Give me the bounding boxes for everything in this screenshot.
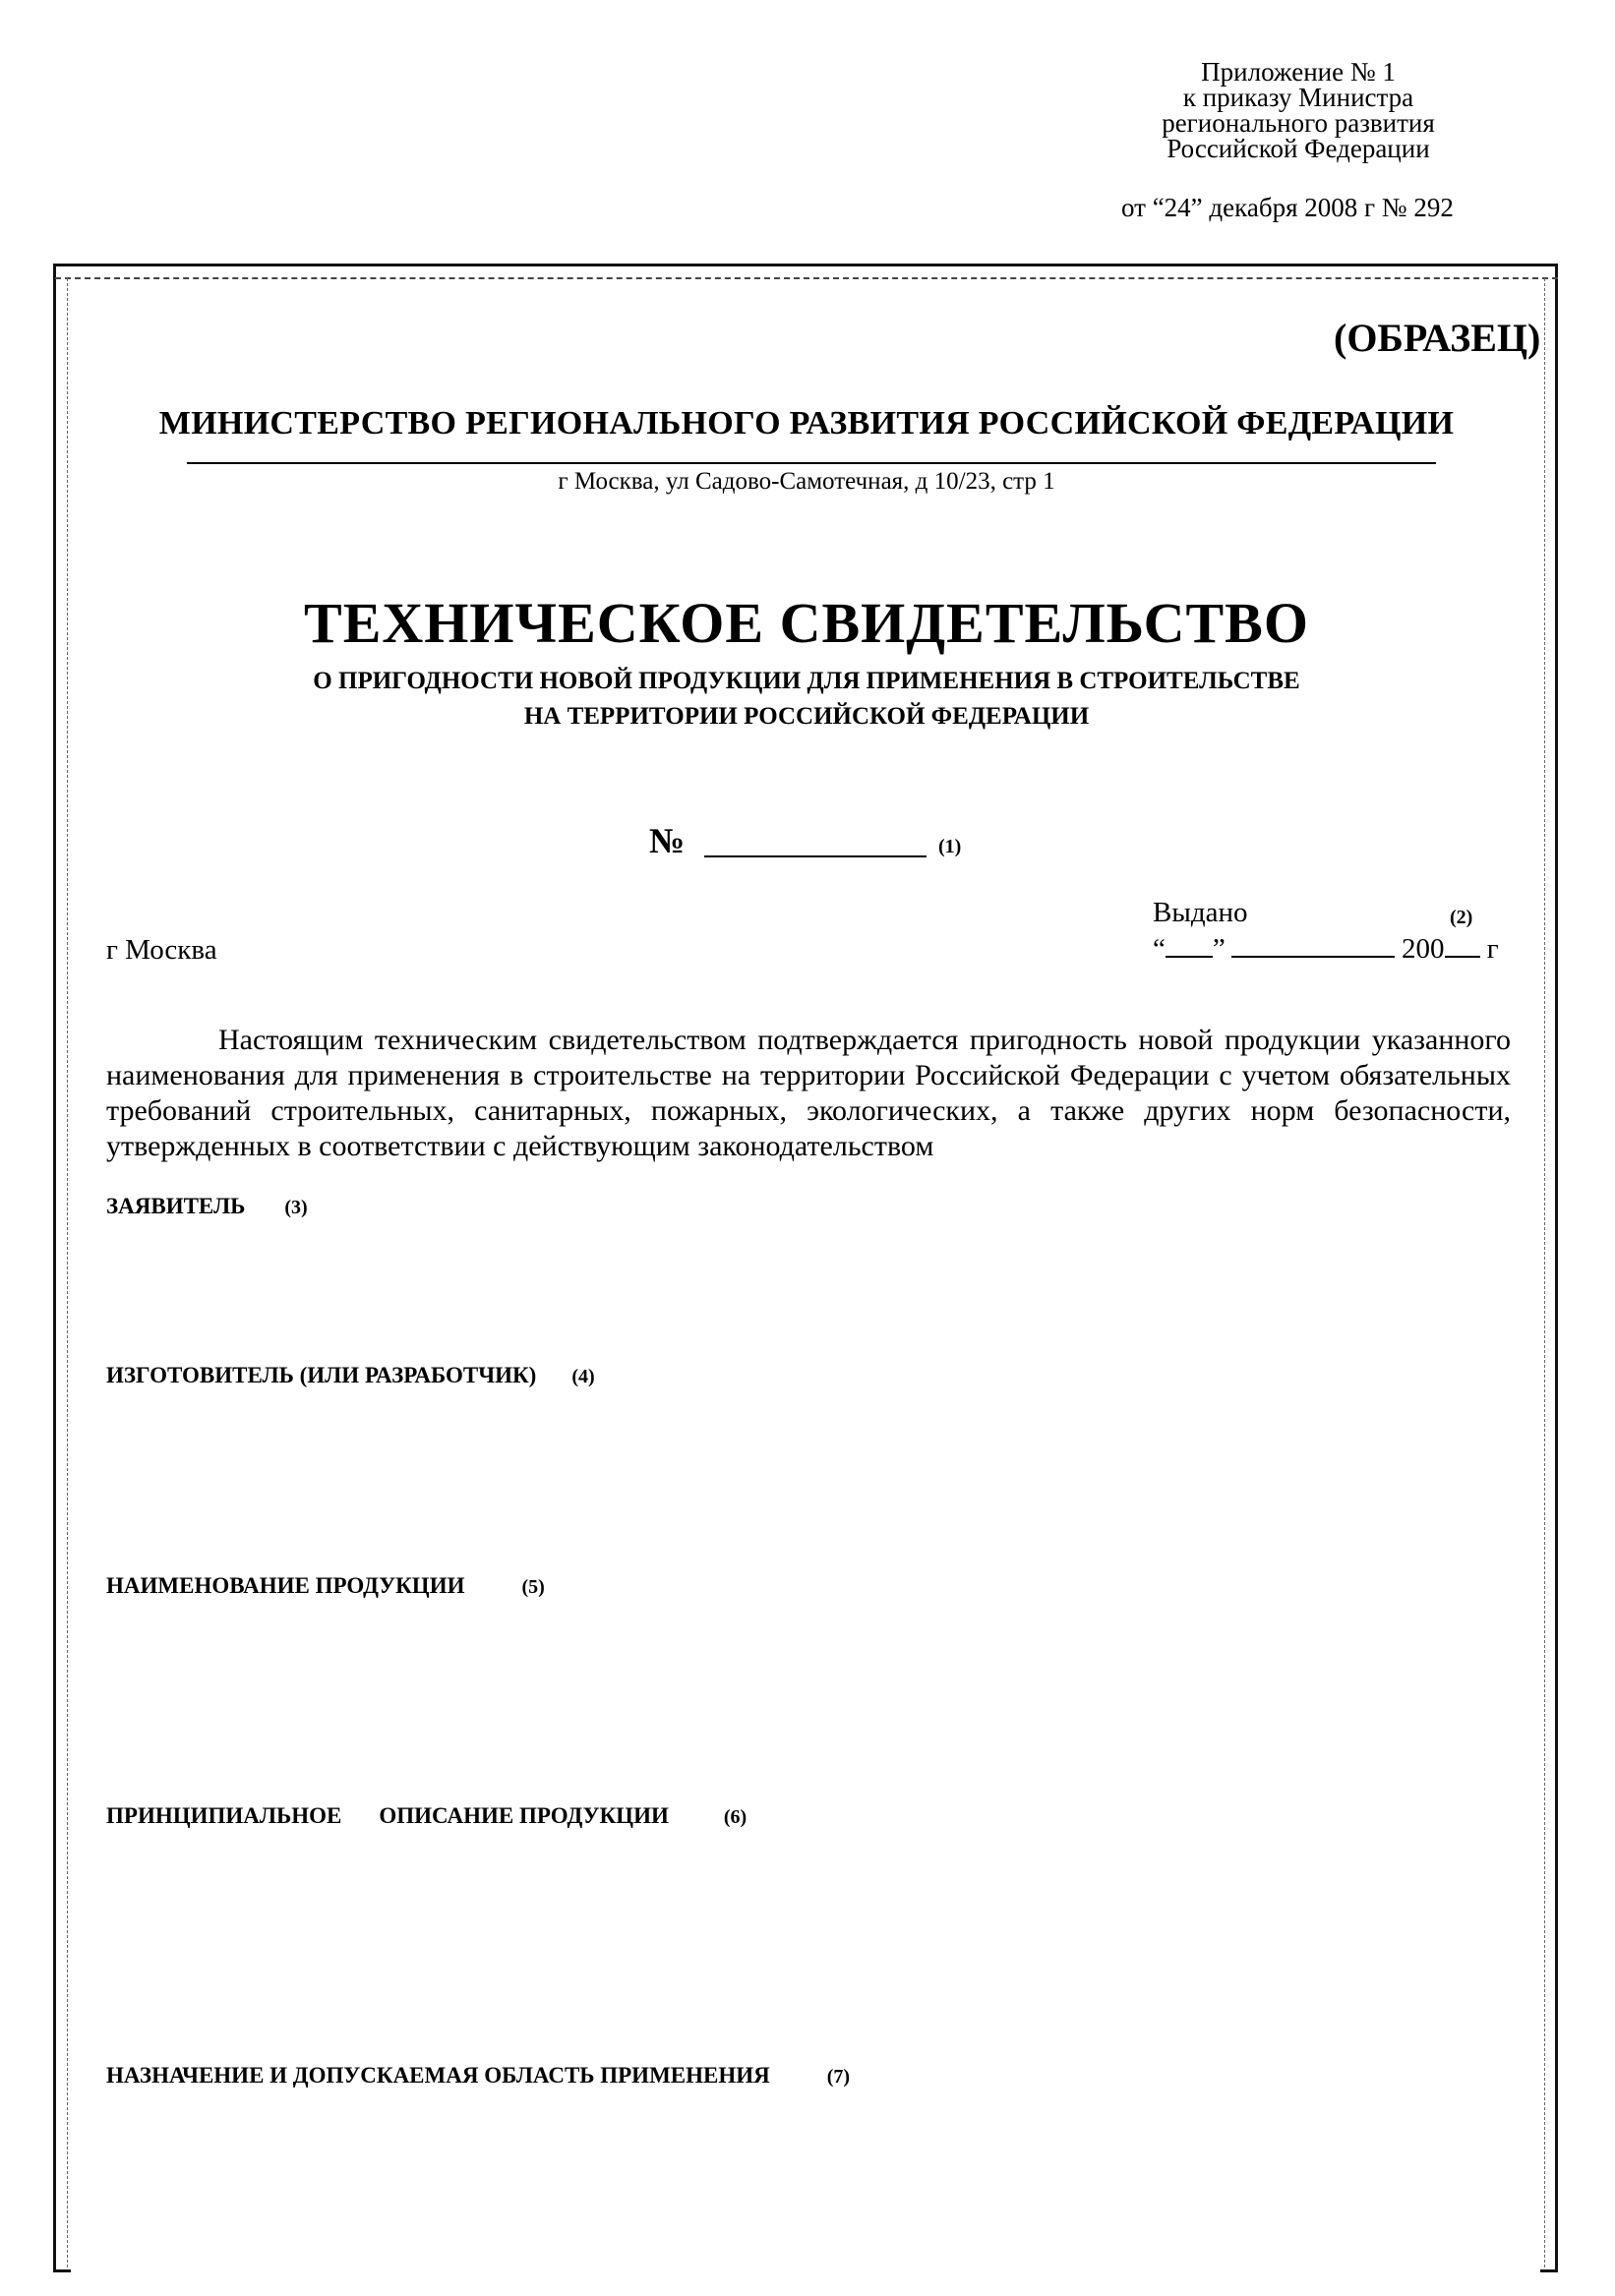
section-manufacturer-label: ИЗГОТОВИТЕЛЬ (ИЛИ РАЗРАБОТЧИК): [106, 1363, 537, 1387]
certificate-statement: Настоящим техническим свидетельством подтверждается пригодность новой продукции указанного наименования для применения в строительстве на территории Российской Федерации с учетом обязательных требований строительных, санитарных, пожарных, экологических, а также других норм безопасности, утвержденных в соответствии с действующим законодательством: [106, 1024, 1511, 1162]
issue-date-line: [1153, 932, 1499, 966]
ministry-title: МИНИСТЕРСТВО РЕГИОНАЛЬНОГО РАЗВИТИЯ РОССИЙСКОЙ ФЕДЕРАЦИИ: [158, 405, 1455, 442]
month-blank-field: [1231, 932, 1395, 958]
day-blank-field: [1166, 932, 1213, 958]
frame-inner-top: [55, 277, 1558, 279]
year-prefix: 200: [1402, 933, 1445, 965]
ministry-divider: [187, 462, 1436, 464]
certificate-title: ТЕХНИЧЕСКОЕ СВИДЕТЕЛЬСТВО: [304, 591, 1309, 655]
frame-corner-right: [1540, 2269, 1558, 2272]
section-purpose-label: НАЗНАЧЕНИЕ И ДОПУСКАЕМАЯ ОБЛАСТЬ ПРИМЕНЕНИЯ: [106, 2063, 770, 2088]
appendix-line-3: регионального развития: [1162, 108, 1435, 138]
document-frame: [53, 264, 1558, 2272]
close-quote: ”: [1212, 933, 1226, 965]
section-manufacturer-footnote: (4): [571, 1366, 595, 1387]
section-product-name-label: НАИМЕНОВАНИЕ ПРОДУКЦИИ: [106, 1573, 465, 1598]
section-purpose: [106, 2063, 850, 2089]
frame-corner-left: [53, 2269, 71, 2272]
frame-inner-left: [67, 278, 68, 2267]
number-sign: №: [649, 821, 686, 860]
section-description-footnote: (6): [723, 1806, 748, 1828]
order-date: от “24” декабря 2008 г № 292: [1121, 193, 1454, 222]
year-blank-field: [1445, 932, 1480, 958]
section-applicant: [106, 1194, 308, 1219]
open-quote: “: [1153, 933, 1166, 965]
appendix-line-1: Приложение № 1: [1201, 57, 1396, 87]
section-applicant-label: ЗАЯВИТЕЛЬ: [106, 1194, 246, 1218]
section-purpose-footnote: (7): [826, 2066, 851, 2088]
issue-city: г Москва: [106, 934, 217, 966]
section-manufacturer: [106, 1363, 595, 1388]
number-blank-field: [704, 855, 927, 857]
appendix-line-2: к приказу Министра: [1182, 83, 1414, 112]
section-description-label-1: ПРИНЦИПИАЛЬНОЕ: [106, 1803, 342, 1828]
certificate-subtitle: [98, 664, 1515, 735]
sample-stamp: (ОБРАЗЕЦ): [1334, 316, 1541, 360]
section-description-label-2: ОПИСАНИЕ ПРОДУКЦИИ: [379, 1803, 669, 1828]
appendix-block: [1082, 59, 1515, 161]
issued-footnote: (2): [1450, 907, 1473, 928]
number-footnote: (1): [938, 836, 962, 857]
certificate-subtitle-line-1: О ПРИГОДНОСТИ НОВОЙ ПРОДУКЦИИ ДЛЯ ПРИМЕНЕНИЯ В СТРОИТЕЛЬСТВЕ: [313, 668, 1300, 694]
section-product-name: [106, 1573, 545, 1599]
section-description: [106, 1803, 747, 1829]
frame-inner-right: [1544, 278, 1545, 2267]
issued-label: Выдано: [1153, 897, 1248, 928]
section-applicant-footnote: (3): [284, 1197, 308, 1218]
year-suffix: г: [1486, 933, 1499, 965]
certificate-subtitle-line-2: НА ТЕРРИТОРИИ РОССИЙСКОЙ ФЕДЕРАЦИИ: [523, 703, 1090, 730]
ministry-address: г Москва, ул Садово-Самотечная, д 10/23, стр 1: [558, 468, 1055, 495]
section-product-name-footnote: (5): [521, 1576, 545, 1598]
appendix-line-4: Российской Федерации: [1166, 134, 1430, 163]
